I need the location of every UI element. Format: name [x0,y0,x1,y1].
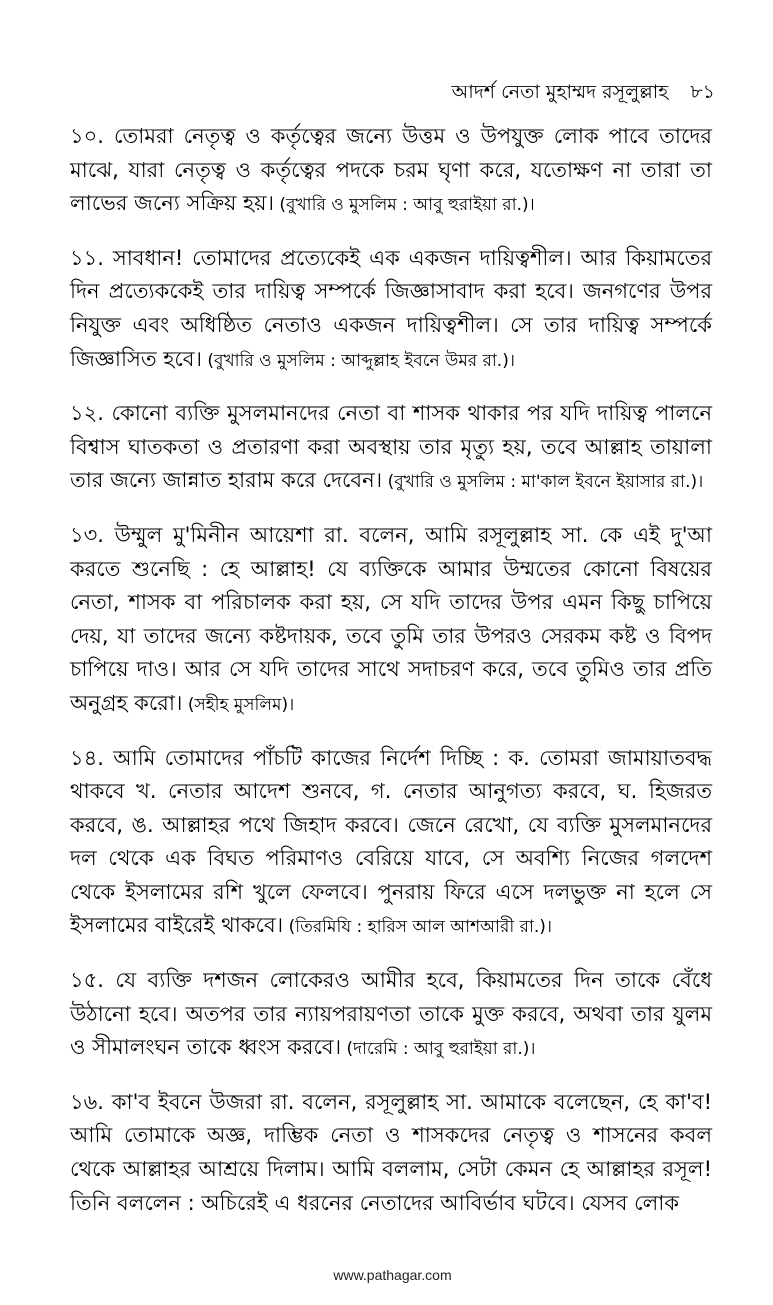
paragraph-text: ১১. সাবধান! তোমাদের প্রত্যেকেই এক একজন দায়িত্বশীল। আর কিয়ামতের দিন প্রত্যেককেই তার দায়িত্ব সম্পর্কে জিজ্ঞাসাবাদ করা হবে। জনগণের উপর নিযুক্ত এবং অধিষ্ঠিত নেতাও একজন দায়িত্বশীল। সে তার দায়িত্ব সম্পর্কে জিজ্ঞাসিত হবে। [70,245,712,371]
hadith-paragraph-12 [70,397,712,498]
citation: (বুখারি ও মুসলিম : আবু হুরাইয়া রা.)। [273,195,535,216]
hadith-paragraph-13 [70,519,712,721]
hadith-paragraph-15 [70,964,712,1065]
hadith-paragraph-16 [70,1086,712,1220]
paragraph-text: ১০. তোমরা নেতৃত্ব ও কর্তৃত্বের জন্যে উত্তম ও উপযুক্ত লোক পাবে তাদের মাঝে, যারা নেতৃত্ব ও কর্তৃত্বের পদকে চরম ঘৃণা করে, যতোক্ষণ না তারা তা লাভের জন্যে সক্রিয় হয়। [70,124,712,216]
hadith-paragraph-11 [70,242,712,376]
citation: (দারেমি : আবু হুরাইয়া রা.)। [341,1039,536,1060]
citation: (বুখারি ও মুসলিম : আব্দুল্লাহ ইবনে উমর রা.)। [201,350,515,371]
paragraph-text: ১৩. উম্মুল মু'মিনীন আয়েশা রা. বলেন, আমি রসূলুল্লাহ সা. কে এই দু'আ করতে শুনেছি : হে আল্লাহ! যে ব্যক্তিকে আমার উম্মতের কোনো বিষয়ের নেতা, শাসক বা পরিচালক করা হয়, সে যদি তাদের উপর এমন কিছু চাপিয়ে দেয়, যা তাদের জন্যে কষ্টদায়ক, তবে তুমি তার উপরও সেরকম কষ্ট ও বিপদ চাপিয়ে দাও। আর সে যদি তাদের সাথে সদাচরণ করে, তবে তুমিও তার প্রতি অনুগ্রহ করো। [70,522,712,715]
page-number: ৮১ [690,81,715,103]
citation: (বুখারি ও মুসলিম : মা'কাল ইবনে ইয়াসার রা.)। [382,472,704,493]
footer-website: www.pathagar.com [333,1267,452,1284]
paragraph-text: ১৪. আমি তোমাদের পাঁচটি কাজের নির্দেশ দিচ্ছি : ক. তোমরা জামায়াতবদ্ধ থাকবে খ. নেতার আদেশ শুনবে, গ. নেতার আনুগত্য করবে, ঘ. হিজরত করবে, ঙ. আল্লাহর পথে জিহাদ করবে। জেনে রেখো, যে ব্যক্তি মুসলমানদের দল থেকে এক বিঘত পরিমাণও বেরিয়ে যাবে, সে অবশ্যি নিজের গলদেশ থেকে ইসলামের রশি খুলে ফেলবে। পুনরায় ফিরে এসে দলভুক্ত না হলে সে ইসলামের বাইরেই থাকবে। [70,745,712,938]
citation: (সহীহ মুসলিম)। [182,694,295,715]
hadith-paragraph-14 [70,742,712,944]
book-title: আদর্শ নেতা মুহাম্মদ রসূলুল্লাহ [451,81,669,103]
paragraph-text: ১২. কোনো ব্যক্তি মুসলমানদের নেতা বা শাসক থাকার পর যদি দায়িত্ব পালনে বিশ্বাস ঘাতকতা ও প্রতারণা করা অবস্থায় তার মৃত্যু হয়, তবে আল্লাহ তায়ালা তার জন্যে জান্নাত হারাম করে দেবেন। [70,401,712,493]
running-header [70,78,715,106]
citation: (তিরমিযি : হারিস আল আশআরী রা.)। [283,917,553,938]
paragraph-text: ১৬. কা'ব ইবনে উজরা রা. বলেন, রসূলুল্লাহ সা. আমাকে বলেছেন, হে কা'ব! আমি তোমাকে অজ্ঞ, দাম্ভিক নেতা ও শাসকদের নেতৃত্ব ও শাসনের কবল থেকে আল্লাহর আশ্রয়ে দিলাম। আমি বললাম, সেটা কেমন হে আল্লাহর রসূল! তিনি বললেন : অচিরেই এ ধরনের নেতাদের আবির্ভাব ঘটবে। যেসব লোক [70,1089,712,1215]
page-body [70,120,712,1241]
hadith-paragraph-10 [70,120,712,221]
paragraph-text: ১৫. যে ব্যক্তি দশজন লোকেরও আমীর হবে, কিয়ামতের দিন তাকে বেঁধে উঠানো হবে। অতপর তার ন্যায়পরায়ণতা তাকে মুক্ত করবে, অথবা তার যুলম ও সীমালংঘন তাকে ধ্বংস করবে। [70,968,712,1060]
